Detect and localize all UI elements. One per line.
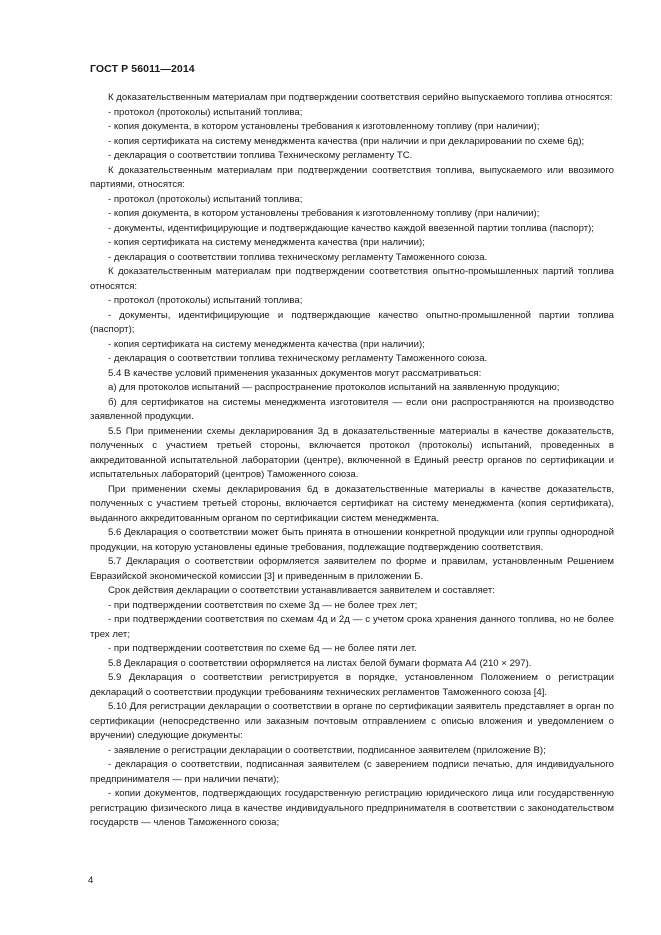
list-item: - декларация о соответствии топлива техническому регламенту Таможенного союза. [108,353,488,364]
paragraph: К доказательственным материалам при подтверждении соответствия серийно выпускаемого топлива относятся: [108,92,613,103]
clause-5-8: 5.8 Декларация о соответствии оформляется на листах белой бумаги формата А4 (210 × 297). [108,657,532,669]
list-item: - копия сертификата на систему менеджмента качества (при наличии и при декларировании по схеме 6д); [108,135,585,147]
list-item: - копия сертификата на систему менеджмента качества (при наличии); [108,237,425,248]
document-code-header: ГОСТ Р 56011—2014 [90,63,195,75]
list-item: - при подтверждении соответствия по схеме 6д — не более пяти лет. [108,643,417,654]
clause-5-7: 5.7 Декларация о соответствии оформляется заявителем по форме и правилам, установленным Решением Евразийской экономической комиссии [3] и приведенным в приложении Б. [90,556,614,582]
list-item: - протокол (протоколы) испытаний топлива; [108,106,303,118]
paragraph: К доказательственным материалам при подтверждении соответствия опытно-промышленных партий топлива относятся: [90,266,614,292]
paragraph: К доказательственным материалам при подтверждении соответствия топлива, выпускаемого или ввозимого партиями, относятся: [90,164,614,190]
list-item: - декларация о соответствии, подписанная заявителем (с заверением подписи печатью, для индивидуального предпринимателя — при наличии печати); [90,759,614,785]
document-body [90,91,614,831]
list-item: - копии документов, подтверждающих государственную регистрацию юридического лица или государственную регистрацию физического лица в качестве индивидуального предпринимателя в соответствии с законодательством государств — членов Таможенного союза; [90,788,614,828]
clause-5-6: 5.6 Декларация о соответствии может быть принята в отношении конкретной продукции или группы однородной продукции, на которую установлены единые требования, подлежащие подтверждению соответствия. [90,527,614,553]
clause-5-5: 5.5 При применении схемы декларирования 3д в доказательственные материалы в качестве доказательств, полученных с участием третьей стороны, включается протокол (протоколы) испытаний, проведенных в аккредитованной испытательной лаборатории (центре), включенной в Единый реестр органов по сертификации и испытательных лабораторий (центров) Таможенного союза. [90,425,614,480]
list-item: - копия сертификата на систему менеджмента качества (при наличии); [108,338,425,350]
list-item: - документы, идентифицирующие и подтверждающие качество опытно-промышленной партии топлива (паспорт); [90,309,614,335]
paragraph: Срок действия декларации о соответствии устанавливается заявителем и составляет: [108,585,495,596]
list-item: - протокол (протоколы) испытаний топлива; [108,295,303,306]
paragraph: При применении схемы декларирования 6д в доказательственные материалы в качестве доказательств, полученных с участием третьей стороны, включается сертификат на систему менеджмента (копия сертификата), выданного аккредитованным органом по сертификации систем менеджмента. [90,483,614,524]
list-item: - декларация о соответствии топлива Техническому регламенту ТС. [108,150,413,161]
list-item: - заявление о регистрации декларации о соответствии, подписанное заявителем (приложение В); [108,744,546,756]
page-number: 4 [88,875,94,886]
clause-5-4: 5.4 В качестве условий применения указанных документов могут рассматриваться: [108,367,482,379]
clause-5-10: 5.10 Для регистрации декларации о соответствии в органе по сертификации заявитель представляет в орган по сертификации (непосредственно или заказным почтовым отправлением с описью вложения и уведомлением о вручении) следующие документы: [90,701,614,741]
list-item: б) для сертификатов на системы менеджмента изготовителя — если они распространяются на производство заявленной продукции. [90,396,614,422]
list-item: - при подтверждении соответствия по схемам 4д и 2д — с учетом срока хранения данного топлива, но не более трех лет; [90,614,614,640]
list-item: - копия документа, в котором установлены требования к изготовленному топливу (при наличии); [108,121,540,132]
clause-5-9: 5.9 Декларация о соответствии регистрируется в порядке, установленном Положением о регистрации деклараций о соответствии продукции требованиям технических регламентов Таможенного союза [4]. [90,672,614,698]
list-item: - документы, идентифицирующие и подтверждающие качество каждой ввезенной партии топлива (паспорт); [108,222,594,234]
list-item: а) для протоколов испытаний — распространение протоколов испытаний на заявленную продукцию; [108,382,560,393]
list-item: - копия документа, в котором установлены требования к изготовленному топливу (при наличии); [108,208,540,219]
list-item: - при подтверждении соответствия по схеме 3д — не более трех лет; [108,599,418,611]
list-item: - декларация о соответствии топлива техническому регламенту Таможенного союза. [108,251,488,263]
list-item: - протокол (протоколы) испытаний топлива; [108,193,303,205]
